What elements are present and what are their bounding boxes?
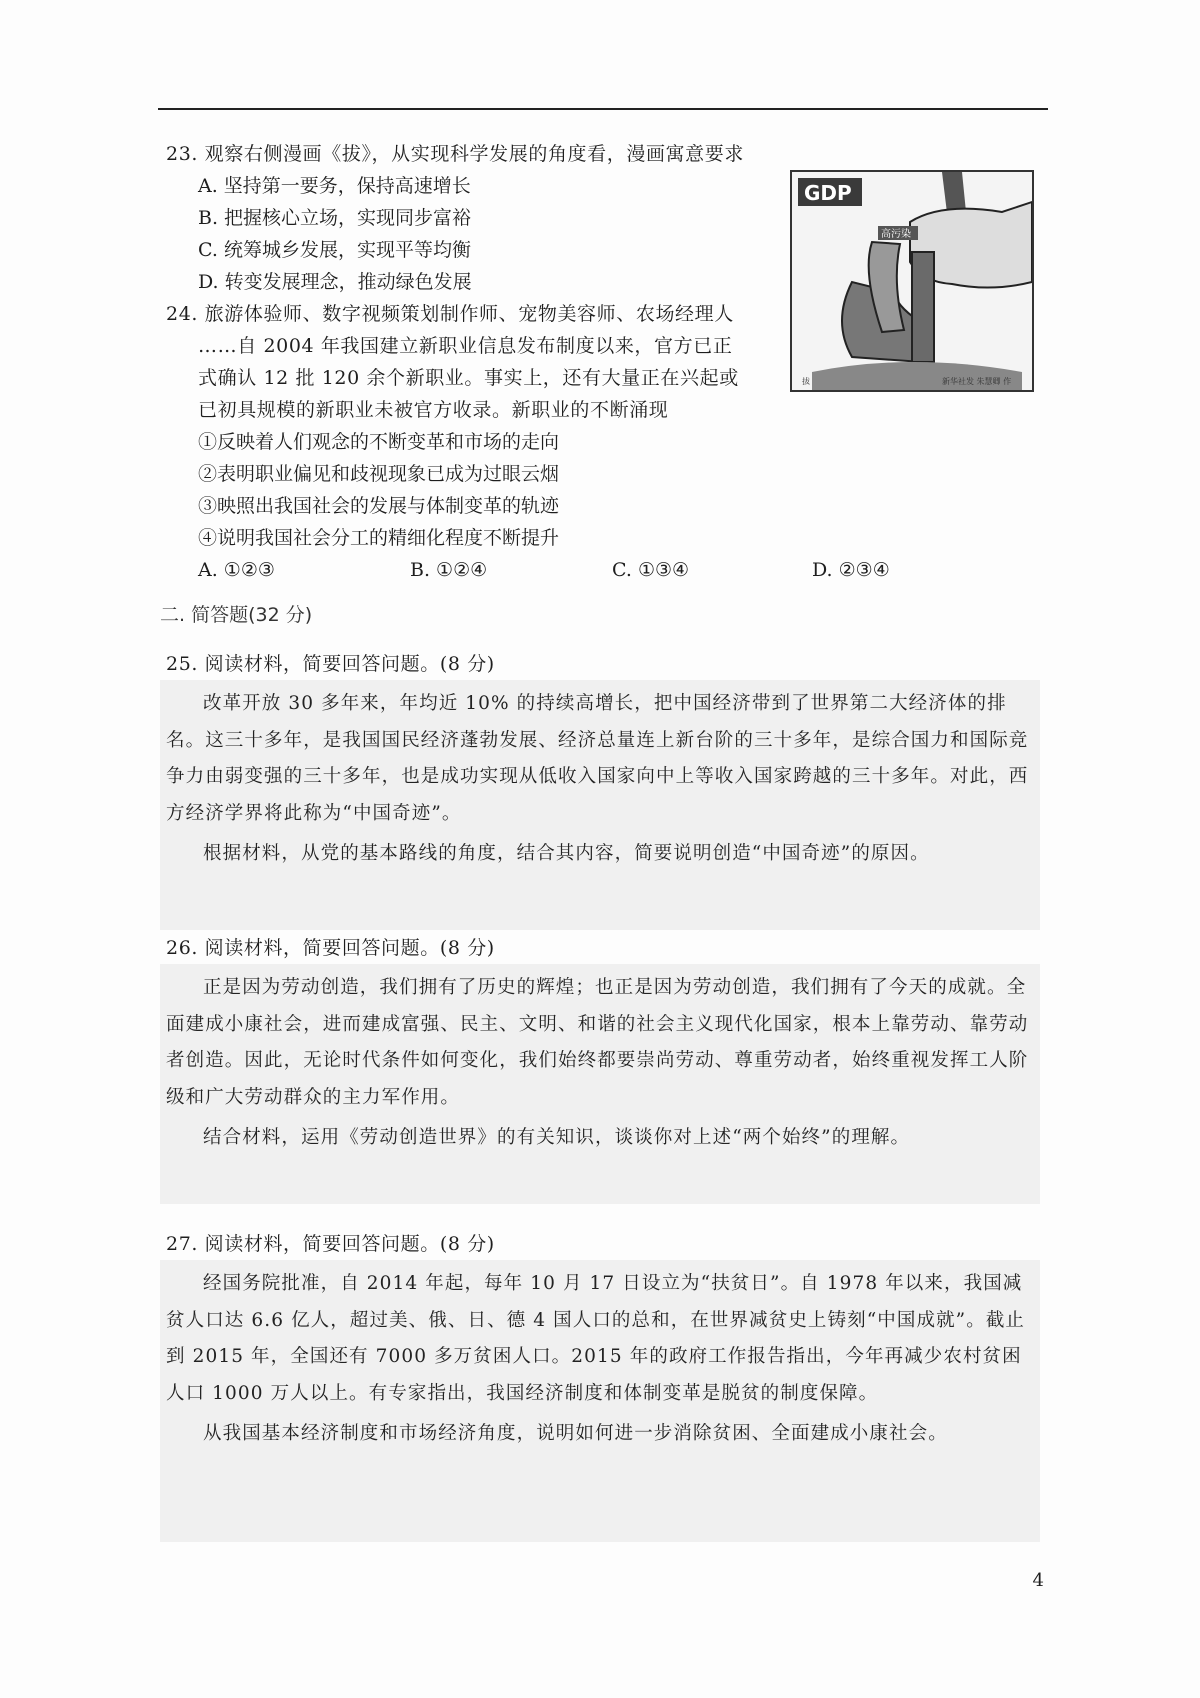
cartoon-drawing [792,172,1032,390]
q23-stem: 23. 观察右侧漫画《拔》，从实现科学发展的角度看，漫画寓意要求 [166,143,744,165]
page-number: 4 [1032,1570,1044,1591]
q27-title: 27. 阅读材料，简要回答问题。(8 分) [166,1233,495,1255]
q24-statement-1: ①反映着人们观念的不断变革和市场的走向 [198,431,560,453]
q27-material [166,1266,1032,1453]
q25-material-text: 改革开放 30 多年来，年均近 10% 的持续高增长，把中国经济带到了世界第二大经济体的排名。这三十多年，是我国国民经济蓬勃发展、经济总量连上新台阶的三十多年，是综合国力和国际竞争力由弱变强的三十多年，也是成功实现从低收入国家向中上等收入国家跨越的三十多年。对此，西方经济学界将此称为“中国奇迹”。 [166,693,1029,824]
q26-question: 结合材料，运用《劳动创造世界》的有关知识，谈谈你对上述“两个始终”的理解。 [203,1127,911,1148]
q25-title: 25. 阅读材料，简要回答问题。(8 分) [166,653,495,675]
cartoon-ba [790,170,1034,392]
q23-option-c: C. 统筹城乡发展，实现平等均衡 [198,239,471,261]
q24-stem-line-4: 已初具规模的新职业未被官方收录。新职业的不断涌现 [198,399,669,421]
q27-material-text: 经国务院批准，自 2014 年起，每年 10 月 17 日设立为“扶贫日”。自 1978 年以来，我国减贫人口达 6.6 亿人，超过美、俄、日、德 4 国人口的总和，在世界减贫史上铸刻“中国成就”。截止到 2015 年，全国还有 7000 多万贫困人口。2015 年的政府工作报告指出，今年再减少农村贫困人口 1000 万人以上。有专家指出，我国经济制度和体制变革是脱贫的制度保障。 [166,1273,1026,1404]
q26-material [166,970,1032,1157]
q24-statement-4: ④说明我国社会分工的精细化程度不断提升 [198,527,560,549]
q26-title: 26. 阅读材料，简要回答问题。(8 分) [166,937,495,959]
q24-stem-line-1: 24. 旅游体验师、数字视频策划制作师、宠物美容师、农场经理人 [166,303,734,325]
q26-material-text: 正是因为劳动创造，我们拥有了历史的辉煌；也正是因为劳动创造，我们拥有了今天的成就。全面建成小康社会，进而建成富强、民主、文明、和谐的社会主义现代化国家，根本上靠劳动、靠劳动者创造。因此，无论时代条件如何变化，我们始终都要崇尚劳动、尊重劳动者，始终重视发挥工人阶级和广大劳动群众的主力军作用。 [166,977,1029,1108]
q24-statement-2: ②表明职业偏见和歧视现象已成为过眼云烟 [198,463,560,485]
q27-question: 从我国基本经济制度和市场经济角度，说明如何进一步消除贫困、全面建成小康社会。 [203,1423,948,1444]
q24-choice-a: A. ①②③ [198,559,275,581]
q23-option-d: D. 转变发展理念，推动绿色发展 [198,271,472,293]
q25-question: 根据材料，从党的基本路线的角度，结合其内容，简要说明创造“中国奇迹”的原因。 [203,843,930,864]
q23-option-a: A. 坚持第一要务，保持高速增长 [198,175,471,197]
cartoon-credit-right: 新华社发 朱慧卿 作 [942,377,1012,386]
header-rule [158,108,1048,110]
cartoon-credit-left: 拔 [802,377,810,386]
q24-choice-c: C. ①③④ [612,559,690,581]
q23-option-b: B. 把握核心立场，实现同步富裕 [198,207,472,229]
section-title: 二. 简答题(32 分) [160,604,313,626]
cartoon-tag: 高污染 [881,229,911,240]
q24-stem-line-2: ……自 2004 年我国建立新职业信息发布制度以来，官方已正 [198,335,733,357]
q24-choice-d: D. ②③④ [812,559,890,581]
cartoon-gdp-label: GDP [804,181,852,205]
q24-stem-line-3: 式确认 12 批 120 余个新职业。事实上，还有大量正在兴起或 [198,367,739,389]
q25-material [166,686,1032,873]
q24-choice-b: B. ①②④ [410,559,488,581]
q24-statement-3: ③映照出我国社会的发展与体制变革的轨迹 [198,495,560,517]
